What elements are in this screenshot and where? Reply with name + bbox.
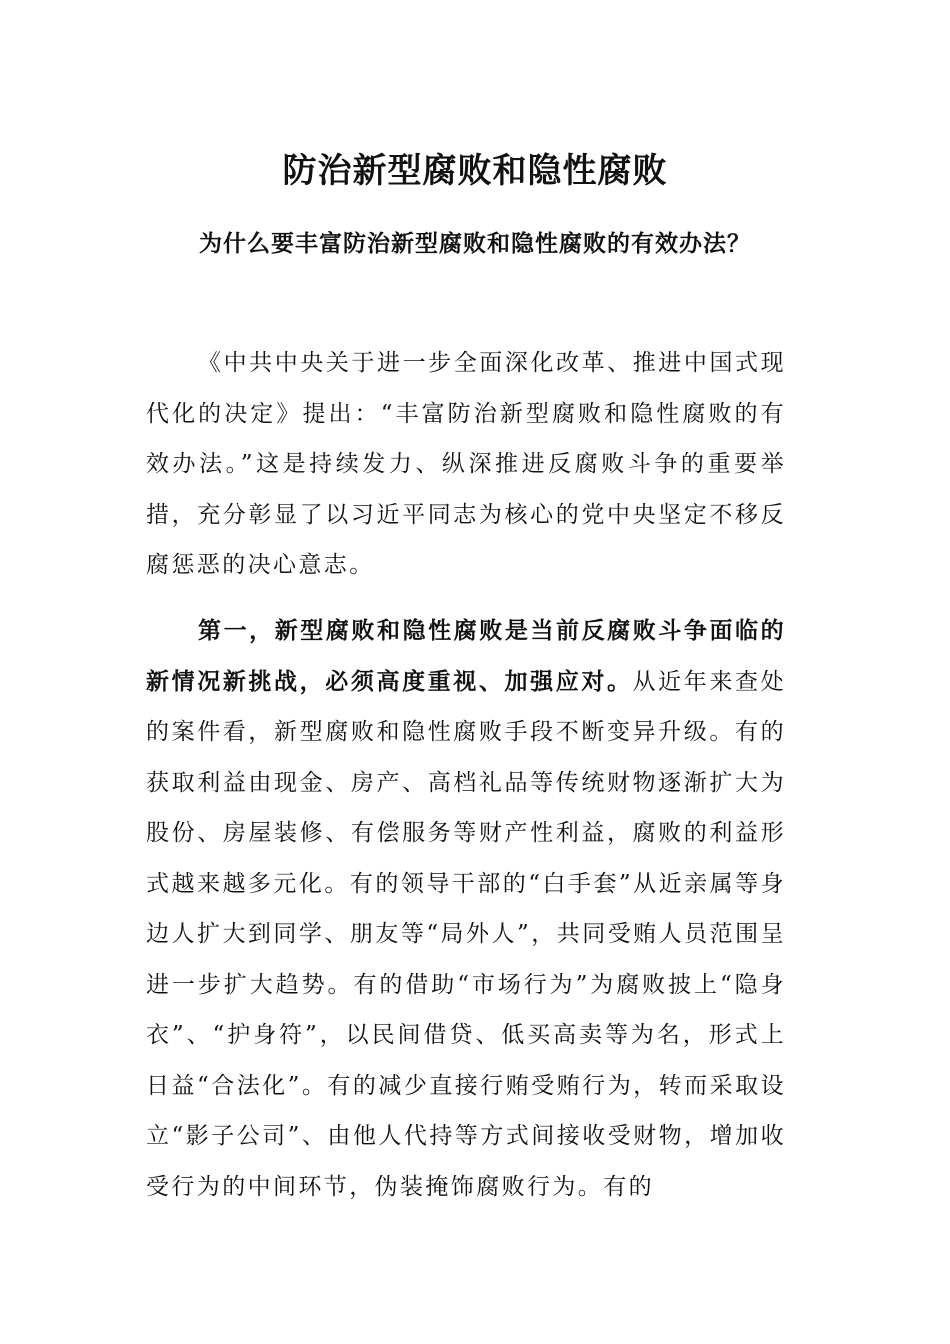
paragraph-first-point-text: 从近年来查处的案件看，新型腐败和隐性腐败手段不断变异升级。有的获取利益由现金、房产、高档礼品等传统财物逐渐扩大为股份、房屋装修、有偿服务等财产性利益，腐败的利益形式越来越多元化。有的领导干部的“白手套”从近亲属等身边人扩大到同学、朋友等“局外人”，共同受贿人员范围呈进一步扩大趋势。有的借助“市场行为”为腐败披上“隐身衣”、“护身符”，以民间借贷、低买高卖等为名，形式上日益“合法化”。有的减少直接行贿受贿行为，转而采取设立“影子公司”、由他人代持等方式间接收受财物，增加收受行为的中间环节，伪装掩饰腐败行为。有的 bbox=[146, 668, 786, 1200]
document-subtitle: 为什么要丰富防治新型腐败和隐性腐败的有效办法？ bbox=[199, 230, 751, 257]
paragraph-intro-text: 《中共中央关于进一步全面深化改革、推进中国式现代化的决定》提出：“丰富防治新型腐败和隐性腐败的有效办法。”这是持续发力、纵深推进反腐败斗争的重要举措，充分彰显了以习近平同志为核心的党中央坚定不移反腐惩恶的决心意志。 bbox=[146, 350, 786, 578]
document-title: 防治新型腐败和隐性腐败 bbox=[282, 151, 668, 191]
paragraph-intro bbox=[146, 338, 786, 591]
paragraph-first-point bbox=[146, 606, 786, 1212]
paragraph-first-point-lead: 第一，新型腐败和隐性腐败是当前反腐败斗争面临的新情况新挑战，必须高度重视、加强应对。 bbox=[146, 617, 786, 695]
